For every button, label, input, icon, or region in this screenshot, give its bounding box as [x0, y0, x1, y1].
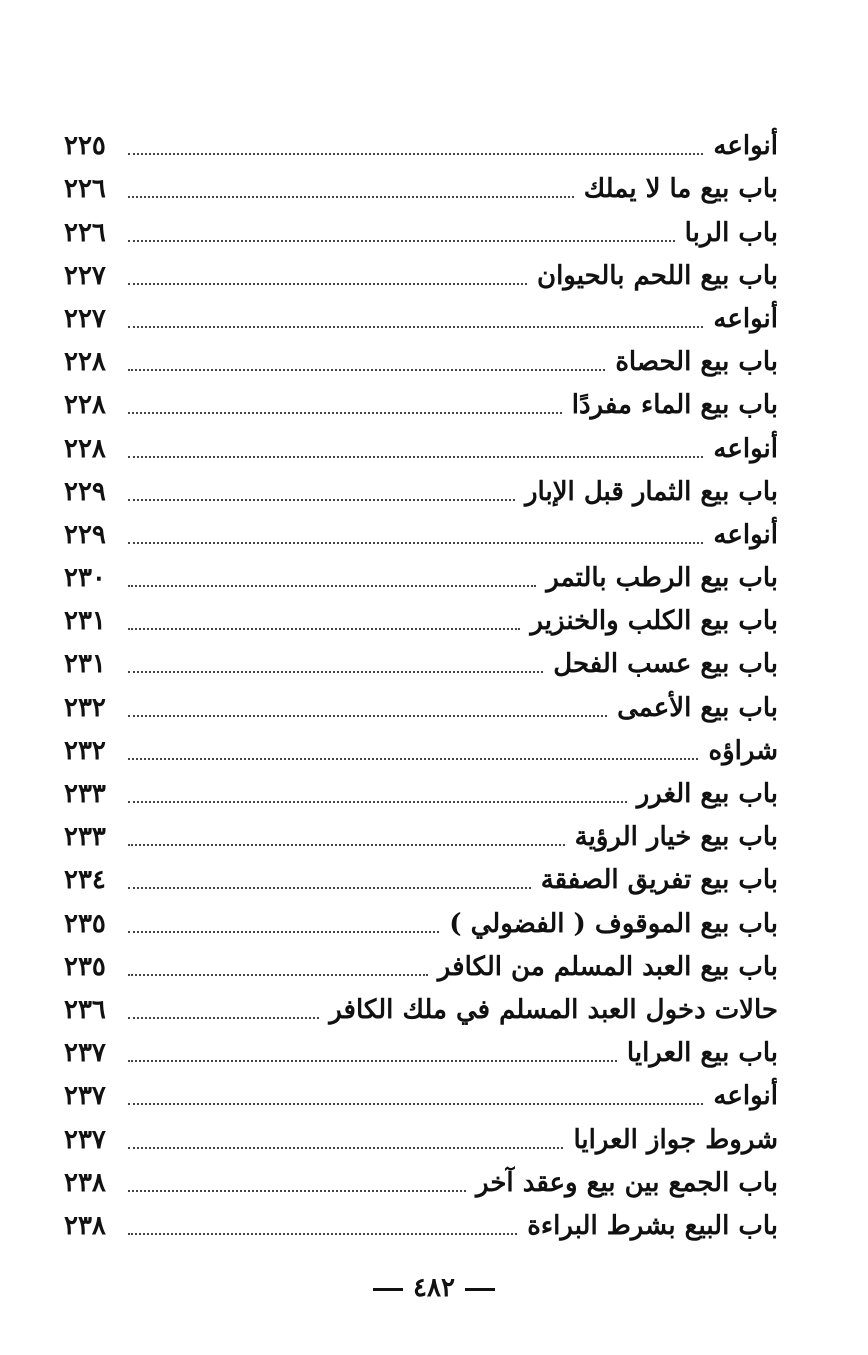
toc-entry-page-number: ٢٣٨ — [64, 1210, 106, 1241]
table-of-contents — [64, 122, 778, 1245]
toc-entry-page-number: ٢٣٣ — [64, 822, 106, 853]
toc-dot-leader — [128, 283, 527, 285]
toc-dot-leader — [128, 628, 520, 630]
toc-entry-page-number: ٢٣٥ — [64, 908, 106, 939]
toc-entry-title: باب الربا — [684, 217, 778, 248]
toc-entry — [64, 208, 778, 251]
toc-dot-leader — [128, 887, 531, 889]
toc-dot-leader — [128, 671, 543, 673]
toc-entry-title: باب بيع الرطب بالتمر — [546, 563, 778, 594]
toc-dot-leader — [128, 1103, 703, 1105]
toc-entry — [64, 770, 778, 813]
toc-entry — [64, 683, 778, 726]
toc-dot-leader — [128, 1060, 617, 1062]
toc-dot-leader — [128, 801, 627, 803]
toc-entry-page-number: ٢٢٨ — [64, 390, 106, 421]
toc-entry-page-number: ٢٣٨ — [64, 1167, 106, 1198]
toc-entry-title: باب بيع الحصاة — [615, 347, 778, 378]
toc-entry-page-number: ٢٢٥ — [64, 131, 106, 162]
toc-dot-leader — [128, 844, 565, 846]
toc-dot-leader — [128, 542, 703, 544]
toc-entry-page-number: ٢٣٢ — [64, 735, 106, 766]
footer-dash-left — [373, 1288, 403, 1291]
toc-entry-title: باب بيع الثمار قبل الإبار — [525, 476, 778, 507]
toc-entry-title: باب بيع عسب الفحل — [553, 649, 778, 680]
footer-page-number: ٤٨٢ — [413, 1273, 455, 1303]
toc-entry-page-number: ٢٣٦ — [64, 994, 106, 1025]
toc-entry-page-number: ٢٢٧ — [64, 303, 106, 334]
toc-entry-title: باب بيع العبد المسلم من الكافر — [437, 951, 778, 982]
toc-entry — [64, 424, 778, 467]
footer-dash-right — [465, 1288, 495, 1291]
toc-entry — [64, 1159, 778, 1202]
toc-entry-page-number: ٢٣١ — [64, 606, 106, 637]
toc-entry-title: شراؤه — [708, 735, 778, 766]
toc-entry-page-number: ٢٣٥ — [64, 951, 106, 982]
toc-dot-leader — [128, 715, 607, 717]
toc-entry — [64, 1202, 778, 1245]
toc-dot-leader — [128, 1017, 319, 1019]
toc-entry-page-number: ٢٢٧ — [64, 260, 106, 291]
toc-dot-leader — [128, 974, 428, 976]
toc-entry — [64, 597, 778, 640]
toc-entry — [64, 554, 778, 597]
toc-entry-title: باب بيع الكلب والخنزير — [530, 606, 778, 637]
toc-entry-page-number: ٢٣٧ — [64, 1124, 106, 1155]
toc-dot-leader — [128, 1190, 466, 1192]
toc-entry-page-number: ٢٢٩ — [64, 519, 106, 550]
toc-entry-title: أنواعه — [713, 303, 778, 334]
toc-entry — [64, 943, 778, 986]
toc-entry-title: أنواعه — [713, 433, 778, 464]
toc-entry — [64, 1072, 778, 1115]
toc-entry — [64, 813, 778, 856]
toc-entry — [64, 165, 778, 208]
toc-entry-title: أنواعه — [713, 519, 778, 550]
toc-entry — [64, 856, 778, 899]
toc-entry-title: باب بيع الأعمى — [617, 692, 778, 723]
toc-entry-title: باب بيع العرايا — [626, 1038, 778, 1069]
toc-dot-leader — [128, 1233, 517, 1235]
toc-entry-title: شروط جواز العرايا — [573, 1124, 778, 1155]
toc-entry-page-number: ٢٢٨ — [64, 433, 106, 464]
toc-entry — [64, 338, 778, 381]
toc-dot-leader — [128, 931, 439, 933]
toc-entry-page-number: ٢٣٧ — [64, 1081, 106, 1112]
toc-dot-leader — [128, 758, 698, 760]
toc-entry-title: أنواعه — [713, 131, 778, 162]
toc-entry-title: باب بيع اللحم بالحيوان — [536, 260, 778, 291]
toc-entry — [64, 381, 778, 424]
toc-entry-title: باب البيع بشرط البراءة — [527, 1210, 778, 1241]
toc-entry — [64, 295, 778, 338]
toc-entry-title: باب بيع الماء مفردًا — [571, 390, 778, 421]
toc-entry — [64, 468, 778, 511]
page-footer — [0, 1268, 868, 1308]
toc-entry-title: باب بيع تفريق الصفقة — [540, 865, 778, 896]
toc-entry-page-number: ٢٢٩ — [64, 476, 106, 507]
toc-dot-leader — [128, 1147, 563, 1149]
toc-entry-title: باب الجمع بين بيع وعقد آخر — [476, 1167, 778, 1198]
toc-dot-leader — [128, 326, 703, 328]
toc-entry-page-number: ٢٣١ — [64, 649, 106, 680]
toc-dot-leader — [128, 196, 574, 198]
toc-entry — [64, 122, 778, 165]
toc-entry-title: باب بيع خيار الرؤية — [574, 822, 778, 853]
toc-entry-title: باب بيع الموقوف ( الفضولي ) — [449, 908, 778, 939]
toc-entry — [64, 640, 778, 683]
toc-entry-title: أنواعه — [713, 1081, 778, 1112]
toc-entry-page-number: ٢٢٨ — [64, 347, 106, 378]
toc-entry-title: باب بيع الغرر — [636, 779, 778, 809]
toc-dot-leader — [128, 412, 562, 414]
toc-entry-title: باب بيع ما لا يملك — [583, 174, 778, 205]
toc-dot-leader — [128, 369, 605, 371]
toc-entry — [64, 899, 778, 942]
toc-entry-page-number: ٢٣٣ — [64, 779, 106, 809]
toc-entry-title: حالات دخول العبد المسلم في ملك الكافر — [329, 994, 778, 1025]
toc-dot-leader — [128, 499, 515, 501]
toc-entry-page-number: ٢٣٤ — [64, 865, 106, 896]
toc-entry-page-number: ٢٣٠ — [64, 563, 106, 594]
toc-entry-page-number: ٢٣٢ — [64, 692, 106, 723]
toc-dot-leader — [128, 240, 675, 242]
toc-dot-leader — [128, 153, 703, 155]
toc-entry — [64, 727, 778, 770]
toc-entry — [64, 252, 778, 295]
toc-dot-leader — [128, 456, 703, 458]
toc-entry — [64, 1029, 778, 1072]
toc-entry — [64, 511, 778, 554]
toc-entry-page-number: ٢٣٧ — [64, 1038, 106, 1069]
toc-entry-page-number: ٢٢٦ — [64, 217, 106, 248]
toc-entry-page-number: ٢٢٦ — [64, 174, 106, 205]
toc-dot-leader — [128, 585, 536, 587]
toc-entry — [64, 1115, 778, 1158]
toc-entry — [64, 986, 778, 1029]
